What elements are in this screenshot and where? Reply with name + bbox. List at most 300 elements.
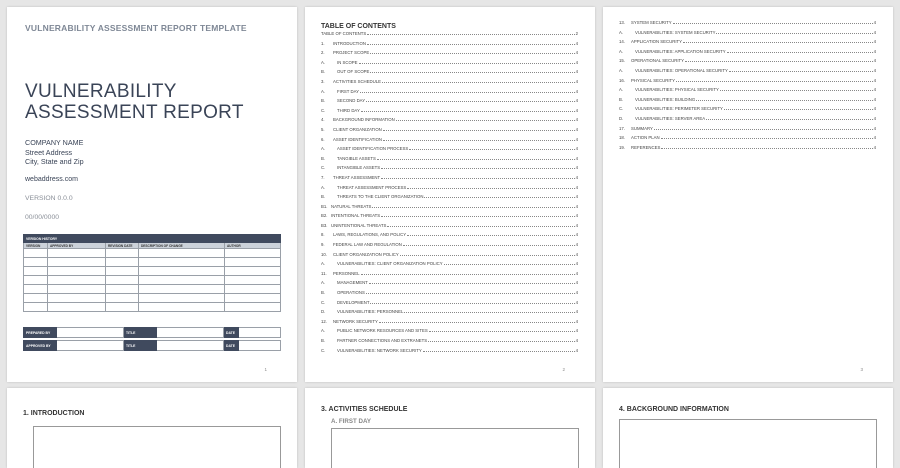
toc-entry-number: B. <box>321 69 326 75</box>
toc-entry-label <box>321 69 369 74</box>
toc-leader-dots <box>724 109 873 110</box>
toc-leader-dots <box>366 101 575 102</box>
toc-entry[interactable] <box>321 290 578 300</box>
toc-page-number: 4 <box>575 232 578 238</box>
toc-entry[interactable] <box>321 319 578 329</box>
toc-page-number: 4 <box>575 309 578 315</box>
toc-entry-number: A. <box>619 67 624 73</box>
toc-entry-label <box>321 89 359 94</box>
toc-page-number: 4 <box>575 242 578 248</box>
toc-entry-label <box>619 39 682 44</box>
toc-entry[interactable] <box>321 252 578 262</box>
toc-page-number: 2 <box>575 31 578 36</box>
text-box[interactable] <box>619 419 877 468</box>
toc-leader-dots <box>359 63 575 64</box>
toc-leader-dots <box>727 52 873 53</box>
toc-entry-number: A. <box>321 328 326 334</box>
toc-entry-text: FEDERAL LAW AND REGULATION <box>333 242 402 248</box>
toc-entry[interactable] <box>321 31 578 41</box>
toc-page-number: 4 <box>575 347 578 353</box>
section-heading: 1. INTRODUCTION <box>23 410 85 417</box>
toc-page-number: 4 <box>873 20 876 25</box>
template-title: VULNERABILITY ASSESSMENT REPORT TEMPLATE <box>25 23 247 33</box>
toc-entry-number: 18. <box>619 135 625 141</box>
toc-leader-dots <box>366 293 575 294</box>
toc-entry-number: 13. <box>619 20 625 25</box>
toc-entry[interactable] <box>321 328 578 338</box>
toc-entry-text: APPLICATION SECURITY <box>631 39 683 45</box>
toc-entry-number: D. <box>321 309 326 315</box>
toc-entry[interactable] <box>321 348 578 358</box>
toc-entry[interactable] <box>321 156 578 166</box>
toc-entry-number: 19. <box>619 144 625 150</box>
toc-entry[interactable] <box>619 97 876 107</box>
toc-entry-number: 8. <box>321 232 325 238</box>
toc-entry[interactable] <box>321 204 578 214</box>
toc-leader-dots <box>676 81 873 82</box>
col-description: DESCRIPTION OF CHANGE <box>139 243 225 249</box>
toc-entry-text: CLIENT ORGANIZATION <box>333 126 382 132</box>
toc-leader-dots <box>685 61 873 62</box>
toc-entry-label <box>321 79 381 84</box>
table-row[interactable] <box>24 294 281 303</box>
toc-entry-text: NETWORK SECURITY <box>333 318 378 324</box>
toc-entry-label <box>321 213 380 218</box>
toc-leader-dots <box>403 245 575 246</box>
toc-entry-text: LAWS, REGULATIONS, AND POLICY <box>333 232 407 238</box>
toc-entry-number: B. <box>321 194 326 200</box>
toc-entry-label <box>321 261 443 266</box>
version-history-table <box>23 234 281 312</box>
toc-page-number: 4 <box>575 290 578 296</box>
toc-entry-number: A. <box>321 184 326 190</box>
toc-entry-number: B. <box>321 338 326 343</box>
toc-leader-dots <box>444 264 575 265</box>
page-number: 3 <box>860 367 863 372</box>
subsection-heading: A. FIRST DAY <box>331 418 371 425</box>
toc-entry-text: TABLE OF CONTENTS <box>321 31 367 36</box>
toc-page-number: 4 <box>873 48 876 54</box>
toc-page-number: 4 <box>873 67 876 73</box>
toc-page-number: 4 <box>575 270 578 276</box>
toc-leader-dots <box>429 331 575 332</box>
section-heading: 3. ACTIVITIES SCHEDULE <box>321 406 408 413</box>
toc-entry-text: VULNERABILITIES: NETWORK SECURITY <box>337 347 422 353</box>
company-block <box>25 138 84 167</box>
toc-entry-text: INTANGIBLE ASSETS <box>337 165 381 171</box>
toc-entry-text: THIRD DAY <box>337 107 360 113</box>
toc-entry[interactable] <box>321 89 578 99</box>
toc-entry[interactable] <box>321 280 578 290</box>
date-field[interactable] <box>239 328 281 338</box>
toc-entry-number: 4. <box>321 117 325 123</box>
toc-page-number: 4 <box>575 146 578 152</box>
toc-entry-number: A. <box>321 280 326 286</box>
toc-entry-number: 15. <box>619 58 625 64</box>
title-label: TITLE <box>124 328 157 338</box>
toc-page-number: 4 <box>873 96 876 102</box>
toc-entry-text: PHYSICAL SECURITY <box>631 77 676 83</box>
prepared-by-field[interactable] <box>57 328 124 338</box>
toc-leader-dots <box>423 351 575 352</box>
toc-entry-number: C. <box>321 299 326 305</box>
table-row[interactable] <box>24 249 281 258</box>
toc-entry[interactable] <box>321 127 578 137</box>
toc-page-number: 4 <box>575 194 578 200</box>
toc-entry-text: PUBLIC NETWORK RESOURCES AND SITES <box>337 328 428 334</box>
toc-page-number: 4 <box>873 39 876 45</box>
toc-entry-text: PARTNER CONNECTIONS AND EXTRANETS <box>337 338 428 343</box>
toc-entry-text: ACTIVITIES SCHEDULE <box>333 78 381 84</box>
toc-page-number: 4 <box>575 318 578 324</box>
toc-entry[interactable] <box>619 58 876 68</box>
section-heading: 4. BACKGROUND INFORMATION <box>619 406 729 413</box>
date-field[interactable] <box>239 341 281 351</box>
toc-page-number: 4 <box>873 144 876 150</box>
toc-page-number: 4 <box>575 40 578 46</box>
toc-entry-label <box>321 271 360 276</box>
introduction-page <box>7 388 297 468</box>
toc-entry[interactable] <box>321 213 578 223</box>
toc-entry[interactable] <box>619 49 876 59</box>
toc-entry-label <box>619 78 675 83</box>
toc-entry-text: REFERENCES <box>631 144 661 150</box>
text-box[interactable] <box>331 428 579 468</box>
toc-entry[interactable] <box>321 300 578 310</box>
toc-entry-text: FIRST DAY <box>337 88 360 94</box>
toc-entry[interactable] <box>321 232 578 242</box>
toc-entry-number: B1. <box>321 203 328 209</box>
toc-entry[interactable] <box>321 223 578 233</box>
toc-page-number: 4 <box>575 338 578 343</box>
toc-entry-text: THREATS TO THE CLIENT ORGANIZATION <box>337 194 424 200</box>
toc-entry-text: BACKGROUND INFORMATION <box>333 117 395 123</box>
toc-entry[interactable] <box>321 175 578 185</box>
toc-entry-number: A. <box>619 29 624 35</box>
toc-entry-label <box>321 252 399 257</box>
toc-leader-dots <box>716 33 872 34</box>
toc-entry-number: 10. <box>321 251 327 257</box>
toc-page-number: 4 <box>873 29 876 35</box>
toc-entry[interactable] <box>321 185 578 195</box>
toc-entry-text: VULNERABILITIES: BUILDING <box>635 96 696 102</box>
toc-entry-number: A. <box>619 48 624 54</box>
toc-entry[interactable] <box>321 242 578 252</box>
toc-entry[interactable] <box>321 165 578 175</box>
title-field[interactable] <box>157 328 224 338</box>
toc-entry-text: VULNERABILITIES: OPERATIONAL SECURITY <box>635 67 728 73</box>
toc-entry-label <box>619 49 726 54</box>
toc-page-number: 4 <box>575 136 578 142</box>
toc-entry[interactable] <box>321 271 578 281</box>
toc-entry-number: C. <box>321 347 326 353</box>
toc-entry-number: A. <box>321 261 326 267</box>
toc-entry[interactable] <box>321 117 578 127</box>
toc-entry[interactable] <box>619 20 876 30</box>
toc-leader-dots <box>381 216 575 217</box>
toc-entry[interactable] <box>321 60 578 70</box>
toc-leader-dots <box>370 53 574 54</box>
table-row[interactable] <box>24 276 281 285</box>
toc-entry[interactable] <box>619 68 876 78</box>
approved-by-label: APPROVED BY <box>24 341 57 351</box>
col-revision-date: REVISION DATE <box>106 243 139 249</box>
toc-entry-label <box>321 175 380 180</box>
toc-entry-number: A. <box>619 87 624 93</box>
toc-entry-text: THREAT ASSESSMENT <box>333 174 381 180</box>
toc-entry-label <box>321 242 402 247</box>
toc-entry-label <box>321 137 382 142</box>
toc-leader-dots <box>360 92 575 93</box>
toc-entry-text: PROJECT SCOPE <box>333 50 370 56</box>
toc-leader-dots <box>383 140 575 141</box>
toc-leader-dots <box>729 71 873 72</box>
approved-by-field[interactable] <box>57 341 124 351</box>
toc-entry-text: DEVELOPMENT <box>337 299 370 305</box>
toc-entry-text: VULNERABILITIES: PHYSICAL SECURITY <box>635 87 719 93</box>
col-approved-by: APPROVED BY <box>48 243 106 249</box>
toc-page-number: 4 <box>873 115 876 121</box>
toc-entry[interactable] <box>619 39 876 49</box>
toc-entry-label <box>321 117 395 122</box>
toc-entry-text: ASSET IDENTIFICATION <box>333 136 383 142</box>
text-box[interactable] <box>33 426 281 468</box>
toc-entry-number: 16. <box>619 77 625 83</box>
toc-entry-label <box>321 31 366 36</box>
toc-entry[interactable] <box>321 137 578 147</box>
toc-entry-text: SECOND DAY <box>337 98 366 104</box>
date-label: DATE <box>224 328 239 338</box>
company-name: COMPANY NAME <box>25 138 84 147</box>
toc-entry[interactable] <box>321 50 578 60</box>
toc-entry-label <box>321 309 403 314</box>
toc-entry-label <box>321 60 358 65</box>
toc-entry-text: IN SCOPE <box>337 59 358 65</box>
toc-leader-dots <box>382 82 575 83</box>
toc-page-number: 4 <box>575 107 578 113</box>
toc-list <box>619 20 876 154</box>
toc-entry-label <box>619 68 728 73</box>
table-row[interactable] <box>24 258 281 267</box>
toc-entry[interactable] <box>619 87 876 97</box>
toc-leader-dots <box>381 178 574 179</box>
toc-entry-text: VULNERABILITIES: APPLICATION SECURITY <box>635 48 726 54</box>
toc-entry-number: 17. <box>619 125 625 131</box>
background-page <box>603 388 893 468</box>
toc-entry-label <box>619 106 723 111</box>
toc-entry-label <box>321 232 406 237</box>
toc-entry-number: C. <box>321 165 326 171</box>
toc-leader-dots <box>424 197 574 198</box>
prepared-by-label: PREPARED BY <box>24 328 57 338</box>
toc-entry-text: VULNERABILITIES: SYSTEM SECURITY <box>635 29 716 35</box>
toc-entry-label <box>321 204 371 209</box>
toc-entry-text: OUT OF SCOPE <box>337 69 370 75</box>
version-label: VERSION 0.0.0 <box>25 195 73 202</box>
toc-entry[interactable] <box>321 69 578 79</box>
toc-entry-label <box>321 338 427 343</box>
toc-entry-label <box>321 319 378 324</box>
toc-entry[interactable] <box>619 106 876 116</box>
date-label: DATE <box>224 341 239 351</box>
toc-page-number: 4 <box>575 155 578 161</box>
toc-leader-dots <box>428 341 575 342</box>
toc-page-number: 4 <box>873 77 876 83</box>
date-label: 00/00/0000 <box>25 214 60 221</box>
toc-entry[interactable] <box>321 41 578 51</box>
toc-entry-number: 5. <box>321 126 325 132</box>
toc-leader-dots <box>381 168 574 169</box>
toc-entry[interactable] <box>619 135 876 145</box>
toc-list <box>321 31 578 357</box>
toc-entry[interactable] <box>619 126 876 136</box>
toc-leader-dots <box>409 149 574 150</box>
toc-entry[interactable] <box>619 145 876 155</box>
toc-entry-label <box>619 97 695 102</box>
toc-leader-dots <box>654 129 873 130</box>
toc-leader-dots <box>383 130 575 131</box>
toc-leader-dots <box>367 44 575 45</box>
toc-entry-number: B. <box>321 290 326 296</box>
toc-page-number: 4 <box>575 117 578 123</box>
report-title: VULNERABILITY ASSESSMENT REPORT <box>25 81 244 123</box>
toc-entry-number: C. <box>321 107 326 113</box>
toc-entry-label <box>321 328 428 333</box>
toc-leader-dots <box>407 188 574 189</box>
toc-leader-dots <box>367 34 574 35</box>
toc-leader-dots <box>661 138 873 139</box>
toc-entry-text: THREAT ASSESSMENT PROCESS <box>337 184 407 190</box>
toc-entry-label <box>321 185 406 190</box>
toc-entry-label <box>619 87 719 92</box>
toc-entry-label <box>321 156 376 161</box>
toc-heading: TABLE OF CONTENTS <box>321 23 396 30</box>
toc-page-number: 4 <box>575 203 578 209</box>
toc-page-number: 4 <box>575 328 578 334</box>
toc-entry-label <box>619 116 705 121</box>
page-number: 1 <box>264 367 267 372</box>
toc-leader-dots <box>407 235 575 236</box>
toc-entry-text: TANGIBLE ASSETS <box>337 155 376 161</box>
cover-page <box>7 7 297 382</box>
toc-entry-text: VULNERABILITIES: PERIMETER SECURITY <box>635 106 723 112</box>
toc-entry-number: B. <box>321 155 326 161</box>
toc-entry-number: C. <box>619 106 624 112</box>
toc-entry-label <box>321 127 382 132</box>
toc-entry-number: B2. <box>321 213 328 219</box>
table-row[interactable] <box>24 303 281 312</box>
toc-page-number: 4 <box>575 78 578 84</box>
toc-entry-text: OPERATIONAL SECURITY <box>631 58 685 64</box>
toc-entry-number: A. <box>321 146 326 152</box>
toc-entry-text: OPERATIONS <box>337 290 365 296</box>
toc-entry-number: 2. <box>321 50 325 56</box>
toc-entry-text: NATURAL THREATS <box>331 203 372 209</box>
toc-leader-dots <box>404 312 574 313</box>
toc-entry[interactable] <box>321 261 578 271</box>
table-row[interactable] <box>24 267 281 276</box>
version-history-title: VERSION HISTORY <box>24 235 281 243</box>
toc-entry-text: SUMMARY <box>631 125 653 131</box>
toc-entry[interactable] <box>619 78 876 88</box>
toc-entry-text: SYSTEM SECURITY <box>631 20 672 25</box>
toc-entry-number: B. <box>321 98 326 104</box>
toc-entry[interactable] <box>321 309 578 319</box>
toc-entry[interactable] <box>321 146 578 156</box>
title-label: TITLE <box>124 341 157 351</box>
toc-entry-label <box>321 290 365 295</box>
toc-page-number: 4 <box>575 88 578 94</box>
toc-leader-dots <box>361 274 575 275</box>
toc-leader-dots <box>369 283 575 284</box>
toc-entry[interactable] <box>321 338 578 348</box>
toc-leader-dots <box>361 111 575 112</box>
toc-leader-dots <box>379 322 575 323</box>
toc-entry-text: INTENTIONAL THREATS <box>331 213 381 219</box>
toc-entry-number: 12. <box>321 318 327 324</box>
toc-page-number: 4 <box>873 87 876 93</box>
toc-entry-text: UNINTENTIONAL THREATS <box>331 222 387 228</box>
toc-entry-label <box>321 280 368 285</box>
toc-entry-text: VULNERABILITIES: CLIENT ORGANIZATION POLICY <box>337 261 443 267</box>
toc-leader-dots <box>372 207 574 208</box>
toc-page-number: 4 <box>873 135 876 141</box>
title-field[interactable] <box>157 341 224 351</box>
toc-leader-dots <box>673 23 873 24</box>
toc-entry-label <box>619 135 660 140</box>
street-address: Street Address <box>25 147 73 157</box>
toc-entry-label <box>321 108 360 113</box>
toc-page-number: 4 <box>575 280 578 286</box>
toc-entry-label <box>321 194 423 199</box>
toc-page-number: 4 <box>575 98 578 104</box>
toc-entry-text: ACTION PLAN <box>631 135 660 141</box>
col-version: VERSION <box>24 243 48 249</box>
toc-entry-number: A. <box>321 88 326 94</box>
toc-page-1 <box>305 7 595 382</box>
toc-entry-number: 7. <box>321 174 325 180</box>
toc-page-number: 4 <box>575 299 578 305</box>
toc-leader-dots <box>720 90 873 91</box>
toc-leader-dots <box>377 159 575 160</box>
toc-entry-label <box>321 165 380 170</box>
toc-page-number: 4 <box>575 59 578 65</box>
toc-entry[interactable] <box>619 30 876 40</box>
toc-page-number: 4 <box>575 261 578 267</box>
toc-entry-label <box>619 20 672 25</box>
toc-entry-number: D. <box>619 115 624 121</box>
toc-entry[interactable] <box>619 116 876 126</box>
city-state-zip: City, State and Zip <box>25 157 84 166</box>
activities-page <box>305 388 595 468</box>
toc-entry-label <box>321 146 408 151</box>
toc-entry-label <box>321 348 422 353</box>
toc-entry-label <box>321 223 386 228</box>
toc-entry[interactable] <box>321 79 578 89</box>
table-row[interactable] <box>24 285 281 294</box>
toc-page-number: 4 <box>575 165 578 171</box>
toc-leader-dots <box>370 72 574 73</box>
toc-entry[interactable] <box>321 98 578 108</box>
toc-entry[interactable] <box>321 108 578 118</box>
toc-entry-text: ASSET IDENTIFICATION PROCESS <box>337 146 409 152</box>
toc-entry-label <box>321 98 365 103</box>
toc-entry-number: 9. <box>321 242 325 248</box>
toc-page-number: 4 <box>873 106 876 112</box>
toc-entry[interactable] <box>321 194 578 204</box>
toc-page-number: 4 <box>873 58 876 64</box>
toc-leader-dots <box>400 255 575 256</box>
